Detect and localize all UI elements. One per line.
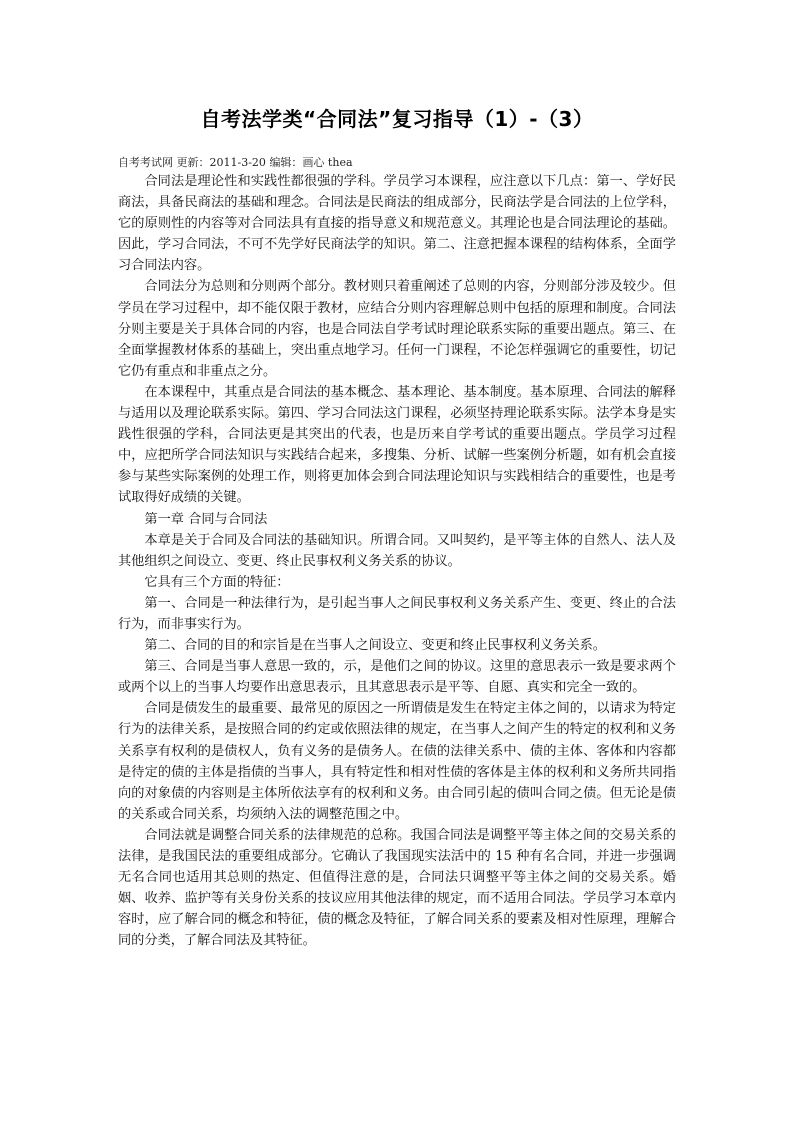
- meta-source: 自考考试网: [118, 156, 173, 169]
- meta-editor: 画心 thea: [302, 156, 353, 169]
- paragraph-general-and-specific: 合同法分为总则和分则两个部分。教材则只着重阐述了总则的内容，分则部分涉及较少。但学员在学习过程中，却不能仅限于教材，应结合分则内容理解总则中包括的原理和制度。合同法分则主要是关于具体合同的内容，也是合同法自学考试时理论联系实际的重要出题点。第三、在全面掌握教材体系的基础上，突出重点地学习。任何一门课程，不论怎样强调它的重要性，切记它仍有重点和非重点之分。: [118, 279, 676, 379]
- article-meta: [118, 155, 676, 171]
- document-page: [118, 0, 676, 951]
- meta-editor-label: 编辑：: [269, 156, 303, 169]
- meta-updated-date: 2011-3-20: [209, 156, 266, 169]
- document-title: 自考法学类“合同法”复习指导（1）-（3）: [200, 107, 594, 131]
- chapter-heading: 第一章 合同与合同法: [144, 511, 268, 527]
- article-body: [118, 171, 676, 951]
- paragraph-features-intro: 它具有三个方面的特征：: [144, 574, 290, 590]
- paragraph-contract-law: 合同法就是调整合同关系的法律规范的总称。我国合同法是调整平等主体之间的交易关系的法律，是我国民法的重要组成部分。它确认了我国现实法活中的 15 种有名合同，并进一步强调无名合同也适用其总则的热定、但值得注意的是，合同法只调整平等主体之间的交易关系。婚姻、收养、监护等有关身份关系的技议应用其他法律的规定，而不适用合同法。学员学习本章内容时，应了解合同的概念和特征，债的概念及特征，了解合同关系的要素及相对性原理，理解合同的分类，了解合同法及其特征。: [118, 827, 676, 949]
- paragraph-feature-1: 第一、合同是一种法律行为，是引起当事人之间民事权利义务关系产生、变更、终止的合法行为，而非事实行为。: [118, 595, 676, 632]
- paragraph-study-tips: 合同法是理论性和实践性都很强的学科。学员学习本课程，应注意以下几点：第一、学好民商法，具备民商法的基础和理念。合同法是民商法的组成部分，民商法学是合同法的上位学科，它的原则性的内容等对合同法具有直接的指导意义和规范意义。其理论也是合同法理论的基础。因此，学习合同法，不可不先学好民商法学的知识。第二、注意把握本课程的结构体系，全面学习合同法内容。: [118, 174, 676, 274]
- paragraph-obligation: 合同是债发生的最重要、最常见的原因之一所谓债是发生在特定主体之间的，以请求为特定行为的法律关系，是按照合同的约定或依照法律的规定，在当事人之间产生的特定的权利和义务关系享有权利的是债权人，负有义务的是债务人。在债的法律关系中、债的主体、客体和内容都是待定的债的主体是指债的当事人，具有特定性和相对性债的客体是主体的权利和义务所共同指向的对象债的内容则是主体所依法享有的权利和义务。由合同引起的债叫合同之债。但无论是债的关系或合同关系，均须纳入法的调整范围之中。: [118, 701, 676, 822]
- paragraph-contract-definition: 本章是关于合同及合同法的基础知识。所谓合同。又叫契约，是平等主体的自然人、法人及其他组织之间设立、变更、终止民事权利义务关系的协议。: [118, 532, 676, 569]
- paragraph-feature-3: 第三、合同是当事人意思一致的，示，是他们之间的协议。这里的意思表示一致是要求两个或两个以上的当事人均要作出意思表示，且其意思表示是平等、自愿、真实和完全一致的。: [118, 659, 676, 696]
- paragraph-key-points: 在本课程中，其重点是合同法的基本概念、基本理论、基本制度。基本原理、合同法的解释与适用以及理论联系实际。第四、学习合同法这门课程，必须坚持理论联系实际。法学本身是实践性很强的学科，合同法更是其突出的代表，也是历来自学考试的重要出题点。学员学习过程中，应把所学合同法知识与实践结合起来，多搜集、分析、试解一些案例分析题，如有机会直接参与某些实际案例的处理工作，则将更加体会到合同法理论知识与实践相结合的重要性，也是考试取得好成绩的关键。: [118, 384, 676, 506]
- meta-updated-label: 更新：: [176, 156, 210, 169]
- paragraph-feature-2: 第二、合同的目的和宗旨是在当事人之间设立、变更和终止民事权利义务关系。: [144, 638, 606, 654]
